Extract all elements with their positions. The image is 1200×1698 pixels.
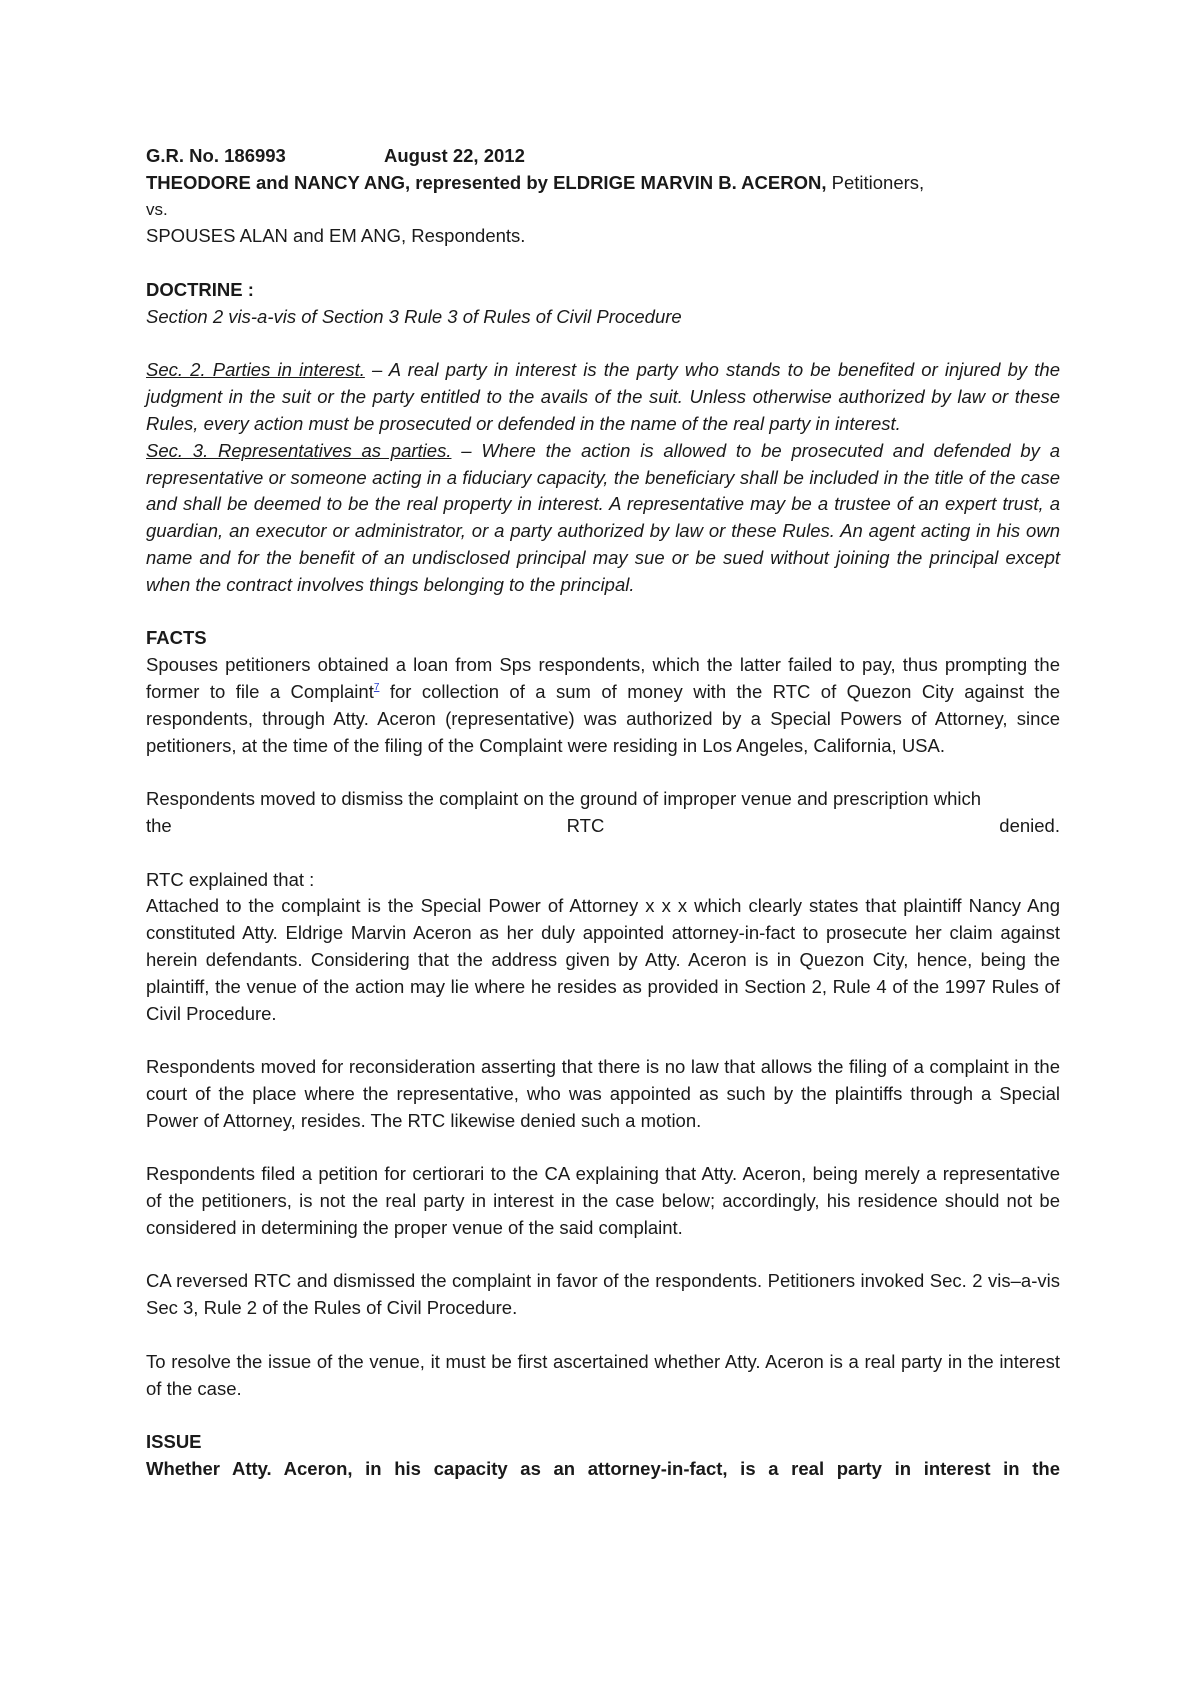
section-2-paragraph [146, 357, 1060, 437]
case-header-line [146, 143, 1060, 170]
facts-p1-text-end: for collection of a sum of money with the RTC of Quezon City against the respondents, through Atty. Aceron (representative) was authorized by a Special Powers of Attorney, since petitioners, at the time of the filing of the Complaint were residing in Los Angeles, California, USA. [146, 680, 1060, 756]
versus-line: vs. [146, 199, 168, 219]
facts-paragraph-2-line-1: Respondents moved to dismiss the complaint on the ground of improper venue and prescription which [146, 788, 982, 810]
issue-text [146, 1456, 1060, 1483]
facts-heading: FACTS [146, 627, 207, 649]
case-date: August 22, 2012 [384, 145, 525, 166]
footnote-link[interactable]: 7 [373, 681, 380, 693]
issue-text-line: Whether Atty. Aceron, in his capacity as an attorney-in-fact, is a real party in interest in the [146, 1458, 1060, 1480]
facts-paragraph-1 [146, 652, 1060, 759]
petitioners-line [146, 170, 1060, 197]
doctrine-subtitle: Section 2 vis-a-vis of Section 3 Rule 3 of Rules of Civil Procedure [146, 305, 682, 327]
document-page [146, 143, 1060, 1483]
section-3-label: Sec. 3. Representatives as parties. [146, 439, 452, 461]
word-denied: denied. [999, 814, 1060, 836]
doctrine-heading: DOCTRINE : [146, 278, 254, 300]
issue-heading: ISSUE [146, 1431, 202, 1453]
section-2-label: Sec. 2. Parties in interest. [146, 359, 365, 381]
section-2-text: – A real party in interest is the party who stands to be benefited or injured by the judgment in the suit or the party entitled to the avails of the suit. Unless otherwise authorized by law or these Rules, every action must be prosecuted or defended in the name of the real party in interest. [146, 359, 1060, 434]
rtc-explanation-paragraph: Attached to the complaint is the Special Power of Attorney x x x which clearly states that plaintiff Nancy Ang constituted Atty. Eldrige Marvin Aceron as her duly appointed attorney-in-fact to prosecute her claim against herein defendants. Considering that the address given by Atty. Aceron is in Quezon City, hence, being the plaintiff, the venue of the action may lie where he resides as provided in Section 2, Rule 4 of the 1997 Rules of Civil Procedure. [146, 895, 1060, 1024]
facts-p1-text-start: Spouses petitioners obtained a loan from Sps respondents, which the latter failed to pay, thus prompting the former to file a Complaint [146, 654, 1060, 702]
section-3-text: – Where the action is allowed to be prosecuted and defended by a representative or someone acting in a fiduciary capacity, the beneficiary shall be included in the title of the case and shall be deemed to be the real property in interest. A representative may be a trustee of an expert trust, a guardian, an executor or administrator, or a party authorized by law or these Rules. An agent acting in his own name and for the benefit of an undisclosed principal may sue or be sued without joining the principal except when the contract involves things belonging to the principal. [146, 439, 1060, 595]
rtc-explained-intro: RTC explained that : [146, 868, 315, 890]
case-number: G.R. No. 186993 [146, 145, 286, 166]
respondents-line: SPOUSES ALAN and EM ANG, Respondents. [146, 225, 526, 247]
facts-paragraph-4: Respondents moved for reconsideration asserting that there is no law that allows the filing of a complaint in the court of the place where the representative, who was appointed as such by the plaintiffs through a Special Power of Attorney, resides. The RTC likewise denied such a motion. [146, 1056, 1060, 1131]
section-3-paragraph [146, 438, 1060, 599]
facts-paragraph-6: CA reversed RTC and dismissed the complaint in favor of the respondents. Petitioners invoked Sec. 2 vis–a-vis Sec 3, Rule 2 of the Rules of Civil Procedure. [146, 1270, 1060, 1319]
word-the: the [146, 814, 172, 836]
facts-paragraph-7: To resolve the issue of the venue, it must be first ascertained whether Atty. Aceron is a real party in the interest of the case. [146, 1350, 1060, 1399]
facts-paragraph-5: Respondents filed a petition for certiorari to the CA explaining that Atty. Aceron, being merely a representative of the petitioners, is not the real party in interest in the case below; accordingly, his residence should not be considered in determining the proper venue of the said complaint. [146, 1163, 1060, 1238]
facts-paragraph-2-line-2 [146, 813, 1060, 840]
petitioners-names: THEODORE and NANCY ANG, represented by ELDRIGE MARVIN B. ACERON, [146, 171, 827, 193]
word-rtc: RTC [566, 814, 605, 836]
petitioners-label: Petitioners, [826, 171, 925, 193]
